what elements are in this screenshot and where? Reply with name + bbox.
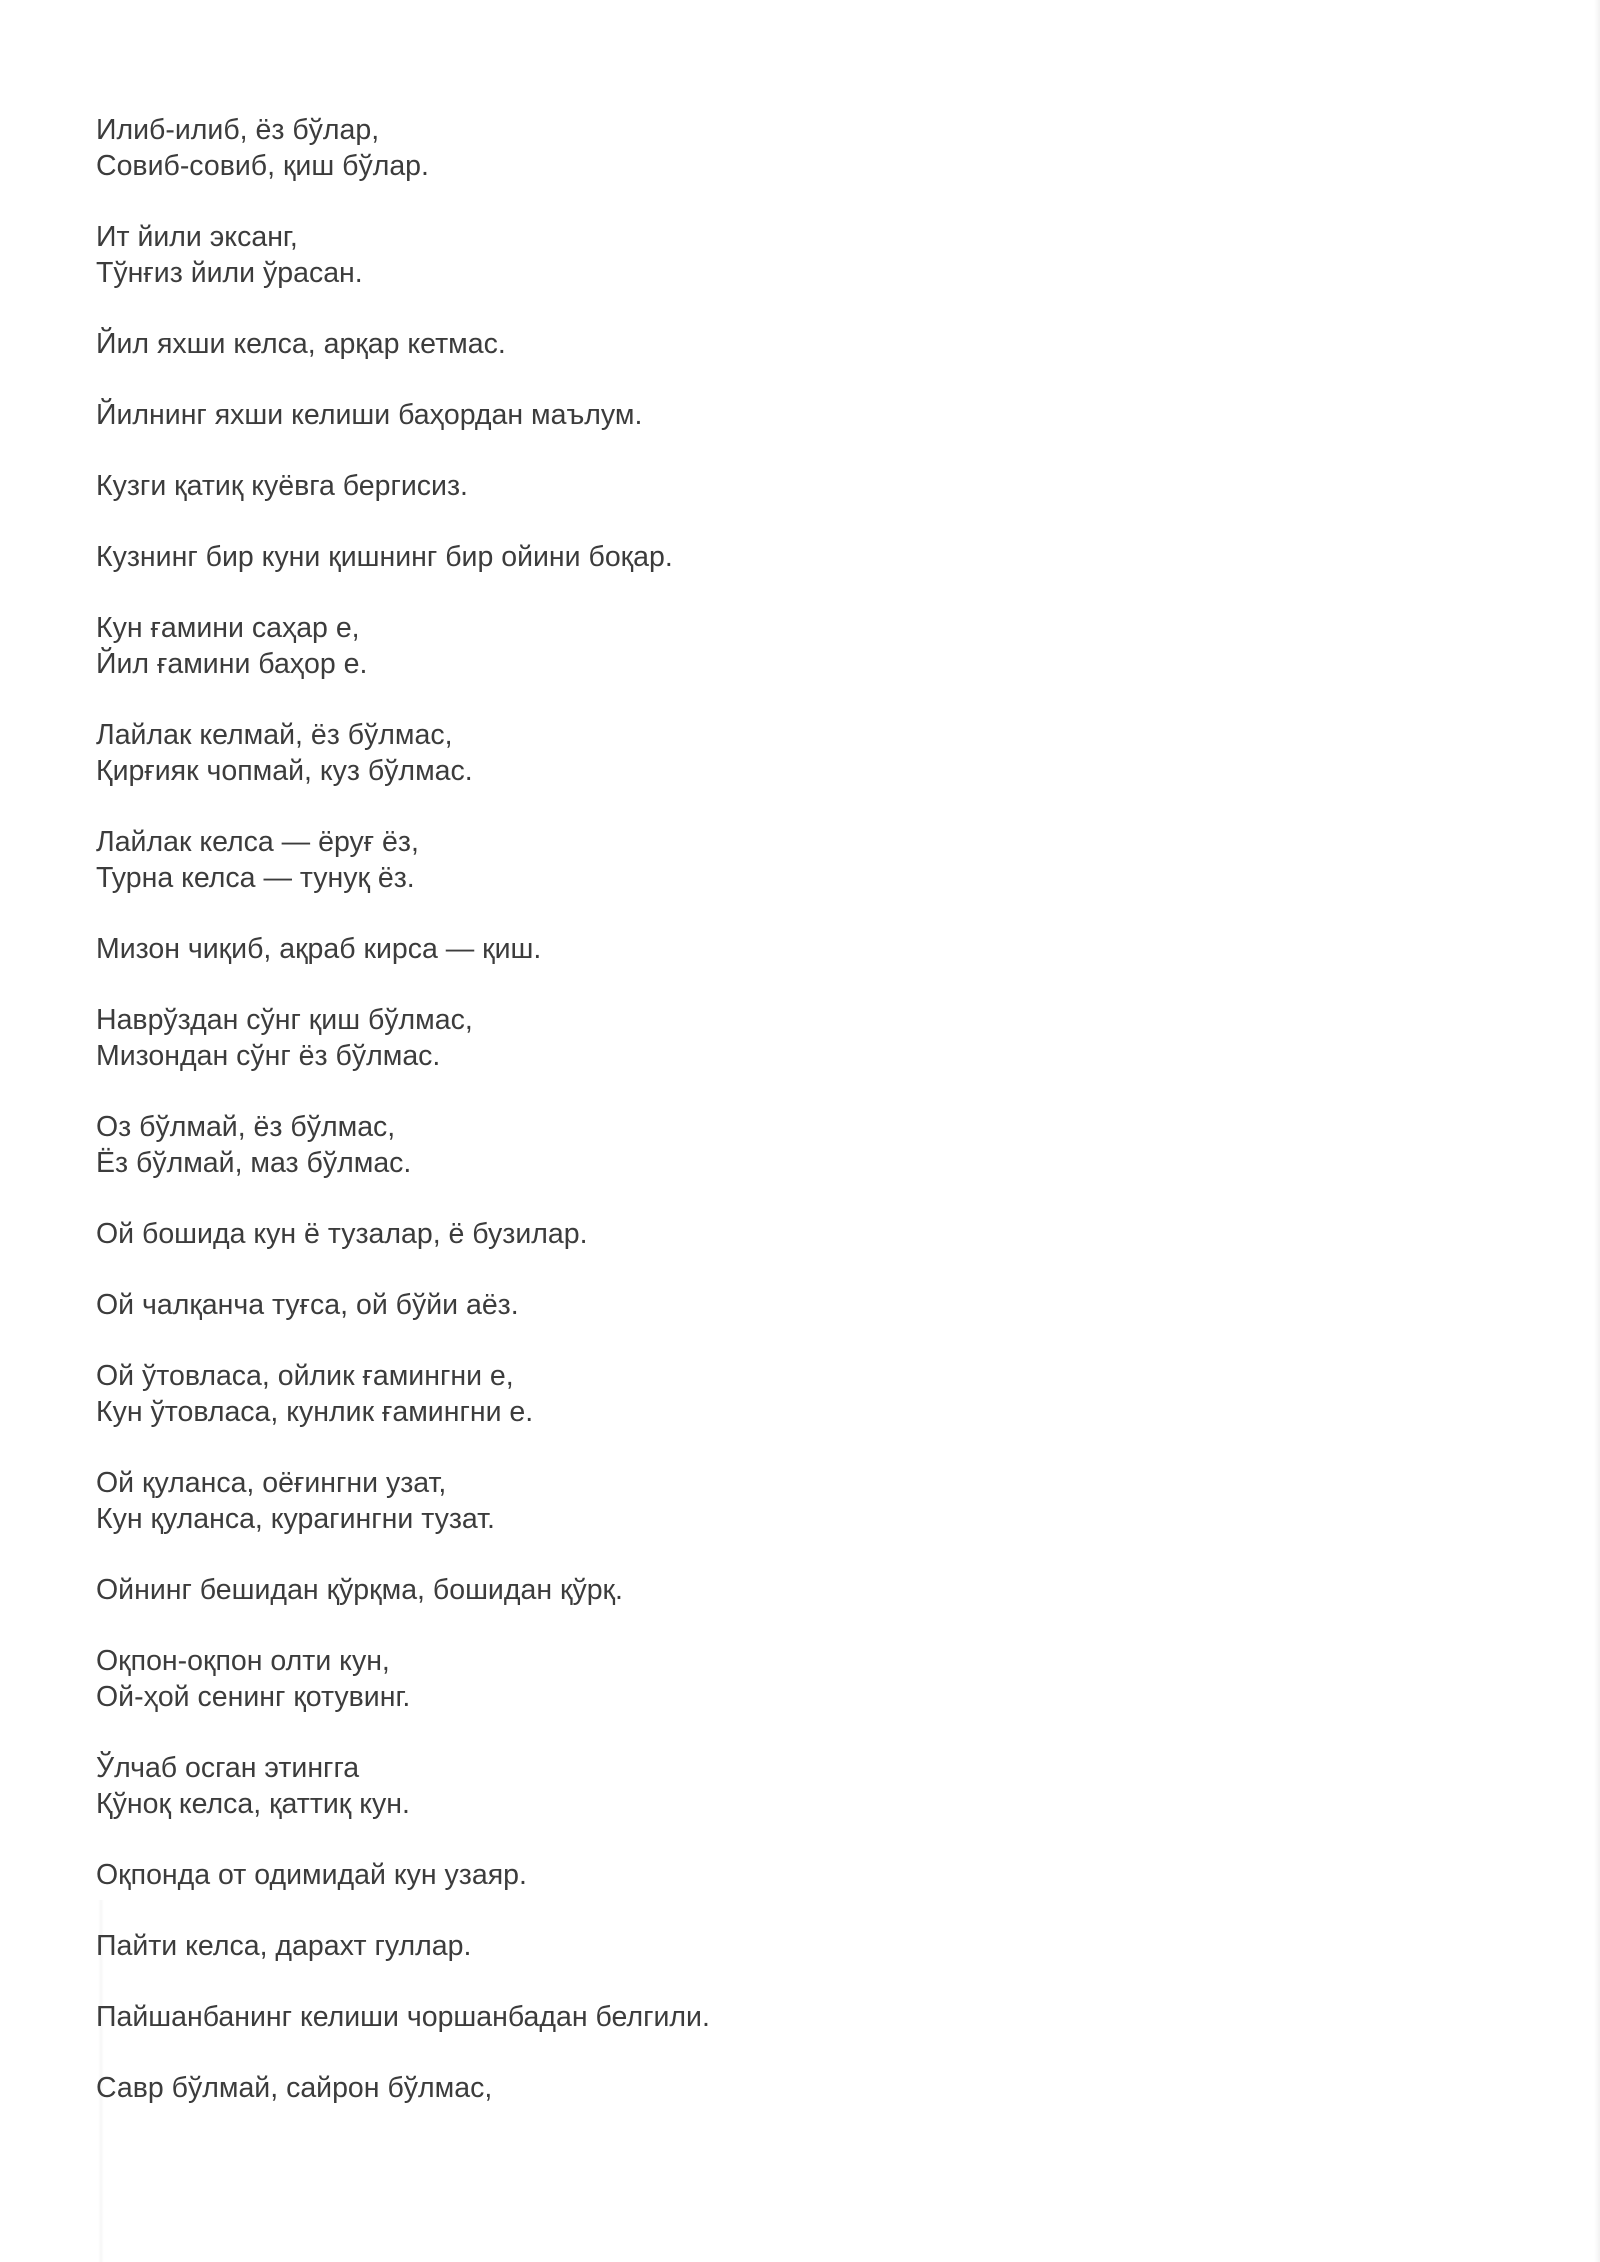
proverb-stanza — [96, 2070, 1496, 2106]
proverb-stanza — [96, 468, 1496, 504]
proverb-line: Турна келса — тунуқ ёз. — [96, 862, 415, 894]
proverb-stanza — [96, 1572, 1496, 1608]
proverb-stanza — [96, 326, 1496, 362]
proverb-line: Ёз бўлмай, маз бўлмас. — [96, 1147, 412, 1179]
proverb-line: Кузнинг бир куни қишнинг бир ойини боқар. — [96, 541, 673, 573]
proverb-stanza — [96, 1109, 1496, 1181]
proverb-line: Ой-ҳой сенинг қотувинг. — [96, 1681, 411, 1713]
proverb-line: Пайти келса, дарахт гуллар. — [96, 1930, 472, 1962]
proverb-stanza — [96, 1002, 1496, 1074]
proverb-line: Кун ғамини саҳар е, — [96, 612, 360, 644]
proverb-line: Пайшанбанинг келиши чоршанбадан белгили. — [96, 2001, 710, 2033]
proverb-line: Ойнинг бешидан қўрқма, бошидан қўрқ. — [96, 1574, 623, 1606]
proverb-stanza — [96, 1857, 1496, 1893]
proverb-line: Қирғияк чопмай, куз бўлмас. — [96, 755, 473, 787]
proverb-line: Лайлак келса — ёруғ ёз, — [96, 826, 419, 858]
proverb-stanza — [96, 539, 1496, 575]
proverb-line: Кун қуланса, курагингни тузат. — [96, 1503, 495, 1535]
proverb-line: Йил яхши келса, арқар кетмас. — [96, 328, 506, 360]
proverb-line: Ит йили эксанг, — [96, 221, 298, 253]
proverb-stanza — [96, 397, 1496, 433]
proverb-line: Йилнинг яхши келиши баҳордан маълум. — [96, 399, 643, 431]
proverb-line: Оз бўлмай, ёз бўлмас, — [96, 1111, 396, 1143]
proverb-line: Йил ғамини баҳор е. — [96, 648, 368, 680]
proverb-stanza — [96, 931, 1496, 967]
proverb-line: Савр бўлмай, сайрон бўлмас, — [96, 2072, 493, 2104]
proverbs-text — [96, 112, 1496, 2141]
proverb-stanza — [96, 1287, 1496, 1323]
proverb-stanza — [96, 1216, 1496, 1252]
proverb-stanza — [96, 1465, 1496, 1537]
page-edge-shadow — [1594, 0, 1600, 2262]
proverb-stanza — [96, 610, 1496, 682]
proverb-line: Оқпонда от одимидай кун узаяр. — [96, 1859, 527, 1891]
proverb-line: Кузги қатиқ куёвга бергисиз. — [96, 470, 468, 502]
proverb-line: Мизон чиқиб, ақраб кирса — қиш. — [96, 933, 542, 965]
proverb-stanza — [96, 1999, 1496, 2035]
proverb-line: Наврўздан сўнг қиш бўлмас, — [96, 1004, 473, 1036]
proverb-stanza — [96, 1750, 1496, 1822]
proverb-line: Илиб-илиб, ёз бўлар, — [96, 114, 380, 146]
proverb-line: Ой ўтовласа, ойлик ғамингни е, — [96, 1360, 514, 1392]
proverb-stanza — [96, 1358, 1496, 1430]
proverb-line: Ой бошида кун ё тузалар, ё бузилар. — [96, 1218, 588, 1250]
proverb-stanza — [96, 824, 1496, 896]
proverb-line: Ой чалқанча туғса, ой бўйи аёз. — [96, 1289, 519, 1321]
proverb-line: Лайлак келмай, ёз бўлмас, — [96, 719, 453, 751]
proverb-line: Совиб-совиб, қиш бўлар. — [96, 150, 429, 182]
proverb-line: Оқпон-оқпон олти кун, — [96, 1645, 390, 1677]
proverb-stanza — [96, 1928, 1496, 1964]
proverb-line: Мизондан сўнг ёз бўлмас. — [96, 1040, 441, 1072]
proverb-stanza — [96, 219, 1496, 291]
proverb-stanza — [96, 1643, 1496, 1715]
proverb-stanza — [96, 717, 1496, 789]
proverb-line: Тўнғиз йили ўрасан. — [96, 257, 363, 289]
proverb-line: Ўлчаб осган этингга — [96, 1752, 360, 1784]
proverb-stanza — [96, 112, 1496, 184]
proverb-line: Ой қуланса, оёғингни узат, — [96, 1467, 447, 1499]
proverb-line: Кун ўтовласа, кунлик ғамингни е. — [96, 1396, 534, 1428]
proverb-line: Қўноқ келса, қаттиқ кун. — [96, 1788, 410, 1820]
